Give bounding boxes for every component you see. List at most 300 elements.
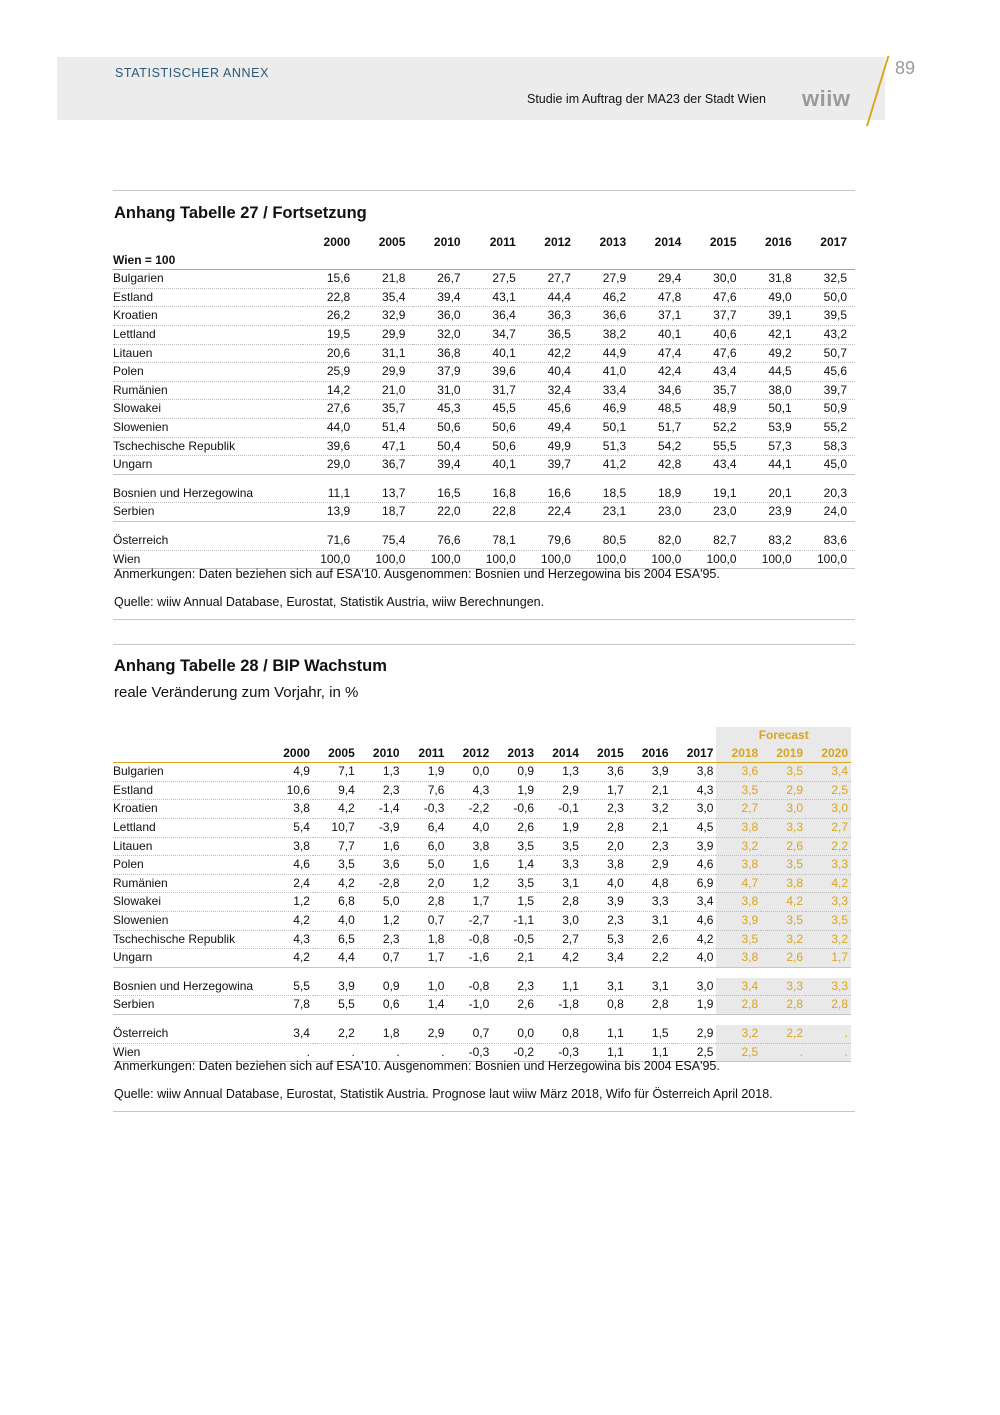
value-cell: 2,3: [582, 800, 627, 819]
value-cell: 2,3: [358, 781, 403, 800]
value-cell: 55,2: [800, 418, 855, 437]
value-cell: 51,4: [358, 418, 413, 437]
value-cell: -2,7: [447, 911, 492, 930]
value-cell: 5,4: [268, 818, 313, 837]
value-cell: 2,6: [492, 818, 537, 837]
value-cell: 26,2: [303, 307, 358, 326]
forecast-cell: 3,0: [761, 800, 806, 819]
year-header: 2012: [447, 745, 492, 763]
row-label: Litauen: [113, 344, 303, 363]
value-cell: 40,4: [524, 363, 579, 382]
value-cell: 43,4: [689, 363, 744, 382]
row-label: Serbien: [113, 996, 268, 1015]
value-cell: 1,9: [537, 818, 582, 837]
value-cell: -0,3: [537, 1043, 582, 1062]
value-cell: 11,1: [303, 485, 358, 503]
value-cell: 2,9: [537, 781, 582, 800]
value-cell: 47,6: [689, 288, 744, 307]
value-cell: 4,8: [627, 874, 672, 893]
row-label: Österreich: [113, 1025, 268, 1043]
value-cell: 21,0: [358, 381, 413, 400]
value-cell: 4,2: [313, 800, 358, 819]
value-cell: 4,4: [313, 949, 358, 968]
forecast-header-row: [113, 727, 851, 745]
value-cell: 36,6: [579, 307, 634, 326]
value-cell: 0,7: [403, 911, 448, 930]
year-header: 2010: [358, 745, 403, 763]
value-cell: 50,4: [413, 437, 468, 456]
forecast-cell: 4,7: [716, 874, 761, 893]
value-cell: 4,9: [268, 763, 313, 782]
value-cell: -1,6: [447, 949, 492, 968]
value-cell: 43,2: [800, 325, 855, 344]
value-cell: 45,5: [469, 400, 524, 419]
value-cell: 42,2: [524, 344, 579, 363]
value-cell: 48,5: [634, 400, 689, 419]
divider: [113, 619, 855, 620]
empty-header: [579, 252, 634, 270]
row-label: Bosnien und Herzegowina: [113, 485, 303, 503]
forecast-cell: 2,9: [761, 781, 806, 800]
table-row: [113, 363, 855, 382]
value-cell: 42,1: [745, 325, 800, 344]
forecast-cell: 2,8: [716, 996, 761, 1015]
value-cell: 4,3: [672, 781, 717, 800]
value-cell: 82,0: [634, 532, 689, 550]
value-cell: 3,9: [313, 978, 358, 996]
value-cell: 5,3: [582, 930, 627, 949]
empty-header: [634, 252, 689, 270]
value-cell: 31,8: [745, 270, 800, 289]
value-cell: 38,2: [579, 325, 634, 344]
group-spacer: [113, 521, 855, 532]
empty-header: [672, 727, 717, 745]
value-cell: 6,0: [403, 837, 448, 856]
value-cell: 32,5: [800, 270, 855, 289]
forecast-year-header: 2020: [806, 745, 851, 763]
value-cell: -1,8: [537, 996, 582, 1015]
value-cell: 42,8: [634, 456, 689, 475]
forecast-cell: 3,5: [761, 856, 806, 875]
value-cell: 39,6: [303, 437, 358, 456]
value-cell: 1,3: [537, 763, 582, 782]
value-cell: 51,3: [579, 437, 634, 456]
value-cell: 35,4: [358, 288, 413, 307]
value-cell: 2,3: [627, 837, 672, 856]
value-cell: 100,0: [413, 550, 468, 569]
value-cell: 6,8: [313, 893, 358, 912]
value-cell: 71,6: [303, 532, 358, 550]
value-cell: 1,8: [403, 930, 448, 949]
value-cell: 30,0: [689, 270, 744, 289]
forecast-cell: 3,5: [716, 781, 761, 800]
value-cell: -1,1: [492, 911, 537, 930]
value-cell: 22,8: [469, 503, 524, 522]
table-row: [113, 307, 855, 326]
forecast-cell: 3,5: [806, 911, 851, 930]
value-cell: 0,6: [358, 996, 403, 1015]
value-cell: 27,9: [579, 270, 634, 289]
forecast-cell: 3,6: [716, 763, 761, 782]
value-cell: 39,4: [413, 456, 468, 475]
value-cell: 45,0: [800, 456, 855, 475]
value-cell: 3,8: [268, 800, 313, 819]
value-cell: 1,1: [582, 1043, 627, 1062]
value-cell: 41,2: [579, 456, 634, 475]
value-cell: 0,0: [447, 763, 492, 782]
value-cell: 22,8: [303, 288, 358, 307]
table-row: [113, 437, 855, 456]
year-header: 2013: [599, 235, 627, 249]
value-cell: 36,3: [524, 307, 579, 326]
table-row: [113, 800, 851, 819]
value-cell: 4,5: [672, 818, 717, 837]
value-cell: 46,9: [579, 400, 634, 419]
table27: [113, 234, 855, 569]
value-cell: 4,0: [672, 949, 717, 968]
value-cell: 2,3: [358, 930, 403, 949]
value-cell: 2,1: [492, 949, 537, 968]
value-cell: 3,4: [582, 949, 627, 968]
value-cell: .: [268, 1043, 313, 1062]
value-cell: 3,4: [672, 893, 717, 912]
row-label: Bosnien und Herzegowina: [113, 978, 268, 996]
value-cell: 24,0: [800, 503, 855, 522]
value-cell: 1,3: [358, 763, 403, 782]
row-label: Estland: [113, 288, 303, 307]
value-cell: 75,4: [358, 532, 413, 550]
value-cell: 45,3: [413, 400, 468, 419]
year-header: 2012: [544, 235, 571, 249]
value-cell: 6,5: [313, 930, 358, 949]
value-cell: 37,1: [634, 307, 689, 326]
value-cell: 1,6: [358, 837, 403, 856]
row-label: Lettland: [113, 818, 268, 837]
forecast-cell: 3,5: [761, 911, 806, 930]
forecast-cell: 3,8: [716, 856, 761, 875]
table-row: [113, 763, 851, 782]
value-cell: 76,6: [413, 532, 468, 550]
value-cell: 50,6: [469, 437, 524, 456]
table-row: [113, 325, 855, 344]
value-cell: 3,9: [582, 893, 627, 912]
value-cell: 100,0: [524, 550, 579, 569]
forecast-cell: 2,5: [716, 1043, 761, 1062]
row-label: Slowakei: [113, 400, 303, 419]
group-spacer: [113, 1014, 851, 1025]
value-cell: 4,2: [268, 949, 313, 968]
value-cell: 18,5: [579, 485, 634, 503]
value-cell: 50,1: [579, 418, 634, 437]
value-cell: 20,3: [800, 485, 855, 503]
value-cell: 4,3: [268, 930, 313, 949]
value-cell: 23,9: [745, 503, 800, 522]
value-cell: 4,2: [268, 911, 313, 930]
value-cell: 40,1: [469, 344, 524, 363]
value-cell: 4,6: [672, 856, 717, 875]
value-cell: 100,0: [634, 550, 689, 569]
value-cell: 54,2: [634, 437, 689, 456]
value-cell: 34,7: [469, 325, 524, 344]
value-cell: 3,9: [627, 763, 672, 782]
value-cell: 47,1: [358, 437, 413, 456]
year-header-row: [113, 745, 851, 763]
value-cell: 78,1: [469, 532, 524, 550]
year-header: 2011: [403, 745, 448, 763]
value-cell: -3,9: [358, 818, 403, 837]
value-cell: 10,7: [313, 818, 358, 837]
value-cell: 2,5: [672, 1043, 717, 1062]
table-row: [113, 930, 851, 949]
value-cell: 10,6: [268, 781, 313, 800]
value-cell: 34,6: [634, 381, 689, 400]
forecast-cell: 3,3: [806, 978, 851, 996]
value-cell: 18,9: [634, 485, 689, 503]
forecast-cell: 3,5: [761, 763, 806, 782]
value-cell: 100,0: [579, 550, 634, 569]
page-number: 89: [895, 58, 916, 78]
value-cell: 100,0: [800, 550, 855, 569]
year-header: 2000: [268, 745, 313, 763]
forecast-cell: 3,2: [761, 930, 806, 949]
value-cell: 58,3: [800, 437, 855, 456]
table28-note: Anmerkungen: Daten beziehen sich auf ESA'10. Ausgenommen: Bosnien und Herzegowina bis 2004 ESA'95.: [114, 1059, 720, 1073]
table-row: [113, 911, 851, 930]
value-cell: 47,4: [634, 344, 689, 363]
group-spacer: [113, 967, 851, 978]
table-row: [113, 270, 855, 289]
row-label: Österreich: [113, 532, 303, 550]
table-row: [113, 978, 851, 996]
forecast-cell: .: [761, 1043, 806, 1062]
forecast-cell: 2,7: [806, 818, 851, 837]
value-cell: 50,0: [800, 288, 855, 307]
year-header: 2015: [709, 235, 737, 249]
value-cell: 1,4: [492, 856, 537, 875]
value-cell: 2,2: [627, 949, 672, 968]
value-cell: 7,1: [313, 763, 358, 782]
value-cell: 7,8: [268, 996, 313, 1015]
table-row: [113, 532, 855, 550]
value-cell: 2,3: [492, 978, 537, 996]
value-cell: 23,1: [579, 503, 634, 522]
value-cell: 1,1: [537, 978, 582, 996]
empty-header: [627, 727, 672, 745]
value-cell: 79,6: [524, 532, 579, 550]
value-cell: 32,0: [413, 325, 468, 344]
value-cell: 1,9: [672, 996, 717, 1015]
value-cell: 2,6: [627, 930, 672, 949]
row-label: Slowenien: [113, 911, 268, 930]
value-cell: 25,9: [303, 363, 358, 382]
value-cell: 5,0: [403, 856, 448, 875]
forecast-cell: 2,5: [806, 781, 851, 800]
value-cell: 35,7: [358, 400, 413, 419]
value-cell: -0,6: [492, 800, 537, 819]
row-label: Slowenien: [113, 418, 303, 437]
value-cell: 2,8: [403, 893, 448, 912]
year-header: 2005: [378, 235, 406, 249]
value-cell: 4,2: [672, 930, 717, 949]
value-cell: 44,1: [745, 456, 800, 475]
empty-header: [800, 252, 855, 270]
value-cell: 6,9: [672, 874, 717, 893]
forecast-cell: 2,6: [761, 837, 806, 856]
value-cell: 29,4: [634, 270, 689, 289]
table-row: [113, 503, 855, 522]
value-cell: 3,1: [582, 978, 627, 996]
divider: [113, 190, 855, 191]
value-cell: 49,4: [524, 418, 579, 437]
value-cell: 50,6: [413, 418, 468, 437]
table-row: [113, 837, 851, 856]
table-row: [113, 288, 855, 307]
forecast-year-header: 2018: [716, 745, 761, 763]
table-row: [113, 856, 851, 875]
value-cell: 4,0: [582, 874, 627, 893]
year-header-row: [113, 234, 855, 252]
value-cell: 39,6: [469, 363, 524, 382]
table-row: [113, 874, 851, 893]
forecast-cell: 3,2: [716, 1025, 761, 1043]
value-cell: 20,1: [745, 485, 800, 503]
value-cell: 52,2: [689, 418, 744, 437]
value-cell: 48,9: [689, 400, 744, 419]
value-cell: 31,1: [358, 344, 413, 363]
value-cell: 13,9: [303, 503, 358, 522]
value-cell: 39,7: [800, 381, 855, 400]
value-cell: 40,6: [689, 325, 744, 344]
value-cell: 1,0: [403, 978, 448, 996]
value-cell: 2,6: [492, 996, 537, 1015]
value-cell: 2,8: [627, 996, 672, 1015]
value-cell: -0,5: [492, 930, 537, 949]
year-header: 2015: [582, 745, 627, 763]
value-cell: 0,8: [537, 1025, 582, 1043]
value-cell: 50,6: [469, 418, 524, 437]
value-cell: 3,8: [582, 856, 627, 875]
value-cell: 2,9: [672, 1025, 717, 1043]
forecast-cell: .: [806, 1025, 851, 1043]
value-cell: 3,3: [627, 893, 672, 912]
empty-header: [313, 727, 358, 745]
table28-source: Quelle: wiiw Annual Database, Eurostat, Statistik Austria. Prognose laut wiiw März 2018, Wifo für Österreich April 2018.: [114, 1087, 773, 1101]
value-cell: 4,6: [672, 911, 717, 930]
value-cell: 57,3: [745, 437, 800, 456]
value-cell: 50,9: [800, 400, 855, 419]
value-cell: 40,1: [469, 456, 524, 475]
wiiw-logo: wiiw: [802, 86, 851, 111]
forecast-cell: 2,2: [761, 1025, 806, 1043]
value-cell: 3,5: [313, 856, 358, 875]
value-cell: 44,4: [524, 288, 579, 307]
year-header: 2016: [627, 745, 672, 763]
forecast-cell: 3,2: [806, 930, 851, 949]
row-label: Ungarn: [113, 949, 268, 968]
value-cell: 3,8: [447, 837, 492, 856]
year-header: 2013: [492, 745, 537, 763]
value-cell: .: [313, 1043, 358, 1062]
forecast-cell: 2,8: [761, 996, 806, 1015]
value-cell: 100,0: [358, 550, 413, 569]
value-cell: 39,5: [800, 307, 855, 326]
table-row: [113, 485, 855, 503]
forecast-cell: 3,9: [716, 911, 761, 930]
value-cell: 100,0: [469, 550, 524, 569]
row-label: Wien: [113, 550, 303, 569]
value-cell: 2,0: [582, 837, 627, 856]
forecast-cell: 3,8: [761, 874, 806, 893]
value-cell: 83,6: [800, 532, 855, 550]
row-label: Lettland: [113, 325, 303, 344]
row-label: Serbien: [113, 503, 303, 522]
value-cell: 2,8: [582, 818, 627, 837]
value-cell: 3,0: [672, 800, 717, 819]
table-row: [113, 418, 855, 437]
forecast-cell: 4,2: [761, 893, 806, 912]
unit-row: [113, 252, 855, 270]
table28-subtitle: reale Veränderung zum Vorjahr, in %: [114, 684, 359, 701]
value-cell: 50,7: [800, 344, 855, 363]
study-label: Studie im Auftrag der MA23 der Stadt Wien: [527, 92, 767, 106]
value-cell: 46,2: [579, 288, 634, 307]
value-cell: 4,3: [447, 781, 492, 800]
row-label: Estland: [113, 781, 268, 800]
value-cell: 4,2: [537, 949, 582, 968]
year-header: 2017: [672, 745, 717, 763]
value-cell: 39,1: [745, 307, 800, 326]
row-label: Bulgarien: [113, 270, 303, 289]
table-row: [113, 996, 851, 1015]
page-header: [57, 57, 885, 120]
year-header: 2014: [654, 235, 682, 249]
row-label: Polen: [113, 856, 268, 875]
empty-header: [469, 252, 524, 270]
value-cell: .: [358, 1043, 403, 1062]
value-cell: 9,4: [313, 781, 358, 800]
value-cell: 80,5: [579, 532, 634, 550]
value-cell: 1,2: [358, 911, 403, 930]
forecast-cell: 3,3: [761, 978, 806, 996]
row-label: Litauen: [113, 837, 268, 856]
table-row: [113, 550, 855, 569]
forecast-cell: 3,3: [806, 893, 851, 912]
year-header: 2017: [820, 235, 847, 249]
forecast-year-header: 2019: [761, 745, 806, 763]
value-cell: 2,3: [582, 911, 627, 930]
empty-header: [113, 745, 268, 763]
forecast-cell: 4,2: [806, 874, 851, 893]
empty-header: [403, 727, 448, 745]
value-cell: 19,5: [303, 325, 358, 344]
table-row: [113, 344, 855, 363]
value-cell: -0,3: [447, 1043, 492, 1062]
group-spacer: [113, 474, 855, 485]
value-cell: 3,1: [537, 874, 582, 893]
value-cell: 20,6: [303, 344, 358, 363]
value-cell: 3,1: [627, 911, 672, 930]
value-cell: .: [403, 1043, 448, 1062]
row-label: Kroatien: [113, 307, 303, 326]
empty-header: [492, 727, 537, 745]
value-cell: 36,0: [413, 307, 468, 326]
value-cell: 21,8: [358, 270, 413, 289]
table-row: [113, 781, 851, 800]
value-cell: 29,9: [358, 325, 413, 344]
value-cell: 3,6: [358, 856, 403, 875]
value-cell: 22,0: [413, 503, 468, 522]
value-cell: 43,1: [469, 288, 524, 307]
